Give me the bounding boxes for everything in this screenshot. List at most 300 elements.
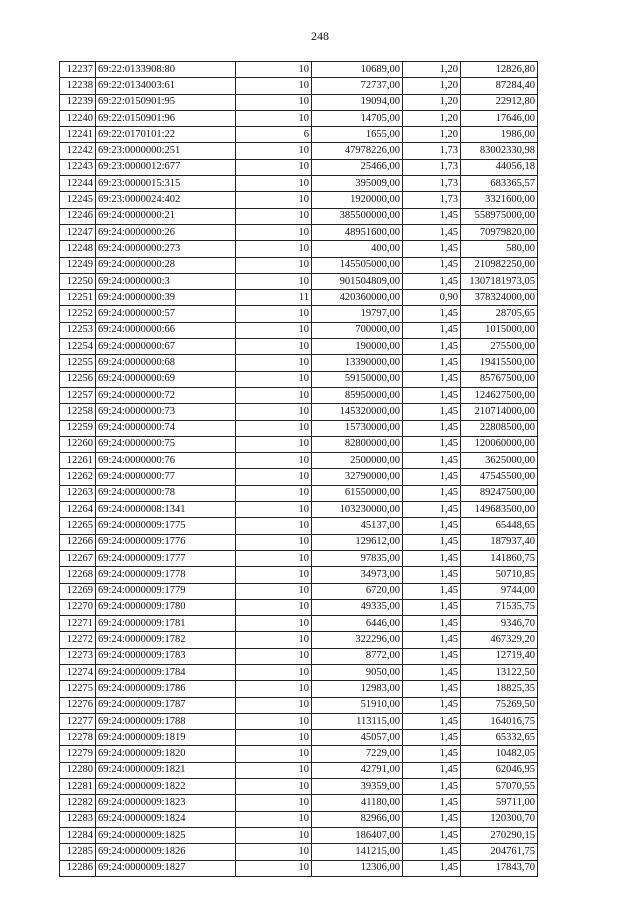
- coefficient-cell: 1,45: [403, 485, 461, 501]
- row-number-cell: 12254: [60, 339, 96, 355]
- row-number-cell: 12286: [60, 860, 96, 876]
- cadastral-number-cell: 69:24:0000000:74: [96, 420, 236, 436]
- cadastral-number-cell: 69:22:0170101:22: [96, 127, 236, 143]
- row-number-cell: 12276: [60, 697, 96, 713]
- cadastral-value-cell: 700000,00: [312, 322, 403, 338]
- row-number-cell: 12277: [60, 713, 96, 729]
- row-number-cell: 12273: [60, 648, 96, 664]
- coefficient-cell: 1,45: [403, 827, 461, 843]
- cadastral-value-cell: 901504809,00: [312, 273, 403, 289]
- coefficient-cell: 1,45: [403, 208, 461, 224]
- cadastral-number-cell: 69:24:0000009:1788: [96, 713, 236, 729]
- cadastral-number-cell: 69:23:0000015:315: [96, 176, 236, 192]
- cadastral-value-cell: 141215,00: [312, 844, 403, 860]
- cadastral-number-cell: 69:24:0000009:1783: [96, 648, 236, 664]
- table-row: [60, 632, 538, 648]
- total-cell: 9744,00: [461, 583, 538, 599]
- page-number: 248: [311, 29, 329, 43]
- count-cell: 10: [236, 404, 312, 420]
- table-row: [60, 339, 538, 355]
- table-row: [60, 62, 538, 78]
- count-cell: 10: [236, 518, 312, 534]
- cadastral-number-cell: 69:24:0000009:1826: [96, 844, 236, 860]
- row-number-cell: 12284: [60, 827, 96, 843]
- table-row: [60, 664, 538, 680]
- coefficient-cell: 1,45: [403, 713, 461, 729]
- total-cell: 57070,55: [461, 779, 538, 795]
- cadastral-number-cell: 69:24:0000009:1827: [96, 860, 236, 876]
- table-row: [60, 453, 538, 469]
- row-number-cell: 12249: [60, 257, 96, 273]
- count-cell: 10: [236, 844, 312, 860]
- count-cell: 10: [236, 664, 312, 680]
- row-number-cell: 12268: [60, 567, 96, 583]
- cadastral-number-cell: 69:22:0134003:61: [96, 78, 236, 94]
- row-number-cell: 12255: [60, 355, 96, 371]
- cadastral-number-cell: 69:24:0000000:67: [96, 339, 236, 355]
- table-row: [60, 94, 538, 110]
- coefficient-cell: 1,45: [403, 599, 461, 615]
- table-row: [60, 697, 538, 713]
- total-cell: 164016,75: [461, 713, 538, 729]
- coefficient-cell: 1,45: [403, 567, 461, 583]
- total-cell: 210982250,00: [461, 257, 538, 273]
- total-cell: 3625000,00: [461, 453, 538, 469]
- count-cell: 10: [236, 159, 312, 175]
- cadastral-value-cell: 82800000,00: [312, 436, 403, 452]
- cadastral-number-cell: 69:24:0000009:1821: [96, 762, 236, 778]
- cadastral-number-cell: 69:24:0000009:1824: [96, 811, 236, 827]
- row-number-cell: 12238: [60, 78, 96, 94]
- count-cell: 10: [236, 681, 312, 697]
- total-cell: 22808500,00: [461, 420, 538, 436]
- row-number-cell: 12283: [60, 811, 96, 827]
- row-number-cell: 12241: [60, 127, 96, 143]
- cadastral-value-cell: 129612,00: [312, 534, 403, 550]
- table-row: [60, 502, 538, 518]
- table-row: [60, 550, 538, 566]
- row-number-cell: 12252: [60, 306, 96, 322]
- count-cell: 10: [236, 713, 312, 729]
- count-cell: 10: [236, 762, 312, 778]
- coefficient-cell: 1,45: [403, 257, 461, 273]
- total-cell: 12719,40: [461, 648, 538, 664]
- cadastral-number-cell: 69:24:0000009:1825: [96, 827, 236, 843]
- coefficient-cell: 1,45: [403, 681, 461, 697]
- coefficient-cell: 1,45: [403, 583, 461, 599]
- table-row: [60, 811, 538, 827]
- count-cell: 10: [236, 485, 312, 501]
- coefficient-cell: 1,45: [403, 387, 461, 403]
- count-cell: 10: [236, 322, 312, 338]
- total-cell: 558975000,00: [461, 208, 538, 224]
- cadastral-number-cell: 69:22:0150901:95: [96, 94, 236, 110]
- total-cell: 65448,65: [461, 518, 538, 534]
- coefficient-cell: 1,45: [403, 534, 461, 550]
- cadastral-number-cell: 69:24:0000009:1786: [96, 681, 236, 697]
- total-cell: 1307181973,05: [461, 273, 538, 289]
- cadastral-value-cell: 13390000,00: [312, 355, 403, 371]
- count-cell: 10: [236, 78, 312, 94]
- cadastral-number-cell: 69:24:0000000:78: [96, 485, 236, 501]
- table-row: [60, 159, 538, 175]
- coefficient-cell: 1,45: [403, 502, 461, 518]
- cadastral-number-cell: 69:24:0000009:1820: [96, 746, 236, 762]
- cadastral-number-cell: 69:24:0000000:72: [96, 387, 236, 403]
- cadastral-value-cell: 395009,00: [312, 176, 403, 192]
- coefficient-cell: 1,73: [403, 143, 461, 159]
- total-cell: 28705,65: [461, 306, 538, 322]
- coefficient-cell: 1,20: [403, 62, 461, 78]
- table-row: [60, 469, 538, 485]
- table-row: [60, 355, 538, 371]
- count-cell: 10: [236, 453, 312, 469]
- count-cell: 10: [236, 779, 312, 795]
- total-cell: 378324000,00: [461, 290, 538, 306]
- cadastral-number-cell: 69:24:0000009:1776: [96, 534, 236, 550]
- total-cell: 149683500,00: [461, 502, 538, 518]
- cadastral-number-cell: 69:24:0000009:1778: [96, 567, 236, 583]
- total-cell: 13122,50: [461, 664, 538, 680]
- cadastral-number-cell: 69:24:0000000:26: [96, 224, 236, 240]
- cadastral-value-cell: 385500000,00: [312, 208, 403, 224]
- total-cell: 204761,75: [461, 844, 538, 860]
- count-cell: 10: [236, 339, 312, 355]
- count-cell: 10: [236, 436, 312, 452]
- table-row: [60, 583, 538, 599]
- row-number-cell: 12267: [60, 550, 96, 566]
- coefficient-cell: 1,45: [403, 518, 461, 534]
- count-cell: 10: [236, 62, 312, 78]
- count-cell: 10: [236, 583, 312, 599]
- coefficient-cell: 1,45: [403, 697, 461, 713]
- cadastral-value-cell: 1920000,00: [312, 192, 403, 208]
- cadastral-value-cell: 10689,00: [312, 62, 403, 78]
- row-number-cell: 12253: [60, 322, 96, 338]
- cadastral-number-cell: 69:24:0000000:77: [96, 469, 236, 485]
- coefficient-cell: 1,45: [403, 779, 461, 795]
- table-row: [60, 534, 538, 550]
- count-cell: 10: [236, 192, 312, 208]
- total-cell: 12826,80: [461, 62, 538, 78]
- count-cell: 10: [236, 534, 312, 550]
- cadastral-value-cell: 113115,00: [312, 713, 403, 729]
- coefficient-cell: 1,45: [403, 224, 461, 240]
- count-cell: 10: [236, 599, 312, 615]
- table-row: [60, 273, 538, 289]
- cadastral-number-cell: 69:24:0000009:1779: [96, 583, 236, 599]
- row-number-cell: 12245: [60, 192, 96, 208]
- cadastral-value-cell: 186407,00: [312, 827, 403, 843]
- table-row: [60, 762, 538, 778]
- cadastral-number-cell: 69:24:0000000:66: [96, 322, 236, 338]
- coefficient-cell: 1,45: [403, 355, 461, 371]
- table-row: [60, 127, 538, 143]
- table-row: [60, 730, 538, 746]
- total-cell: 17646,00: [461, 110, 538, 126]
- total-cell: 18825,35: [461, 681, 538, 697]
- cadastral-value-cell: 12983,00: [312, 681, 403, 697]
- cadastral-value-cell: 400,00: [312, 241, 403, 257]
- cadastral-value-cell: 34973,00: [312, 567, 403, 583]
- coefficient-cell: 1,45: [403, 273, 461, 289]
- table-row: [60, 322, 538, 338]
- count-cell: 10: [236, 469, 312, 485]
- table-row: [60, 371, 538, 387]
- cadastral-number-cell: 69:24:0000009:1777: [96, 550, 236, 566]
- row-number-cell: 12285: [60, 844, 96, 860]
- table-row: [60, 485, 538, 501]
- count-cell: 10: [236, 632, 312, 648]
- cadastral-value-cell: 1655,00: [312, 127, 403, 143]
- cadastral-number-cell: 69:24:0000009:1784: [96, 664, 236, 680]
- table-row: [60, 518, 538, 534]
- table-row: [60, 827, 538, 843]
- table-row: [60, 844, 538, 860]
- total-cell: 1986,00: [461, 127, 538, 143]
- table-row: [60, 143, 538, 159]
- coefficient-cell: 1,45: [403, 322, 461, 338]
- cadastral-value-cell: 32790000,00: [312, 469, 403, 485]
- table-row: [60, 387, 538, 403]
- coefficient-cell: 1,45: [403, 632, 461, 648]
- row-number-cell: 12263: [60, 485, 96, 501]
- count-cell: 10: [236, 420, 312, 436]
- cadastral-value-cell: 82966,00: [312, 811, 403, 827]
- row-number-cell: 12237: [60, 62, 96, 78]
- count-cell: 10: [236, 811, 312, 827]
- coefficient-cell: 1,20: [403, 78, 461, 94]
- cadastral-value-cell: 420360000,00: [312, 290, 403, 306]
- table-row: [60, 567, 538, 583]
- table-row: [60, 224, 538, 240]
- total-cell: 120300,70: [461, 811, 538, 827]
- cadastral-number-cell: 69:24:0000000:73: [96, 404, 236, 420]
- total-cell: 83002330,98: [461, 143, 538, 159]
- coefficient-cell: 1,45: [403, 664, 461, 680]
- cadastral-number-cell: 69:24:0000000:57: [96, 306, 236, 322]
- row-number-cell: 12244: [60, 176, 96, 192]
- coefficient-cell: 1,45: [403, 550, 461, 566]
- total-cell: 124627500,00: [461, 387, 538, 403]
- cadastral-number-cell: 69:22:0133908:80: [96, 62, 236, 78]
- coefficient-cell: 1,45: [403, 469, 461, 485]
- cadastral-value-cell: 72737,00: [312, 78, 403, 94]
- count-cell: 10: [236, 860, 312, 876]
- cadastral-number-cell: 69:24:0000009:1781: [96, 616, 236, 632]
- cadastral-value-cell: 49335,00: [312, 599, 403, 615]
- total-cell: 580,00: [461, 241, 538, 257]
- table-row: [60, 208, 538, 224]
- cadastral-value-cell: 19094,00: [312, 94, 403, 110]
- count-cell: 10: [236, 550, 312, 566]
- total-cell: 65332,65: [461, 730, 538, 746]
- cadastral-number-cell: 69:22:0150901:96: [96, 110, 236, 126]
- row-number-cell: 12272: [60, 632, 96, 648]
- total-cell: 50710,85: [461, 567, 538, 583]
- row-number-cell: 12270: [60, 599, 96, 615]
- coefficient-cell: 1,45: [403, 420, 461, 436]
- cadastral-number-cell: 69:24:0000008:1341: [96, 502, 236, 518]
- cadastral-number-cell: 69:24:0000000:75: [96, 436, 236, 452]
- total-cell: 683365,57: [461, 176, 538, 192]
- table-row: [60, 681, 538, 697]
- table-row: [60, 257, 538, 273]
- table-row: [60, 176, 538, 192]
- total-cell: 1015000,00: [461, 322, 538, 338]
- cadastral-number-cell: 69:24:0000009:1823: [96, 795, 236, 811]
- table-row: [60, 795, 538, 811]
- coefficient-cell: 1,45: [403, 844, 461, 860]
- row-number-cell: 12271: [60, 616, 96, 632]
- cadastral-value-cell: 14705,00: [312, 110, 403, 126]
- table-row: [60, 713, 538, 729]
- coefficient-cell: 1,20: [403, 110, 461, 126]
- cadastral-value-cell: 47978226,00: [312, 143, 403, 159]
- table-row: [60, 420, 538, 436]
- total-cell: 17843,70: [461, 860, 538, 876]
- total-cell: 120060000,00: [461, 436, 538, 452]
- total-cell: 270290,15: [461, 827, 538, 843]
- coefficient-cell: 1,45: [403, 371, 461, 387]
- coefficient-cell: 1,45: [403, 730, 461, 746]
- row-number-cell: 12247: [60, 224, 96, 240]
- cadastral-value-cell: 145320000,00: [312, 404, 403, 420]
- cadastral-value-cell: 6446,00: [312, 616, 403, 632]
- total-cell: 89247500,00: [461, 485, 538, 501]
- cadastral-value-cell: 45057,00: [312, 730, 403, 746]
- row-number-cell: 12259: [60, 420, 96, 436]
- count-cell: 10: [236, 827, 312, 843]
- cadastral-value-cell: 59150000,00: [312, 371, 403, 387]
- coefficient-cell: 1,45: [403, 616, 461, 632]
- table-row: [60, 648, 538, 664]
- count-cell: 6: [236, 127, 312, 143]
- cadastral-value-cell: 51910,00: [312, 697, 403, 713]
- row-number-cell: 12275: [60, 681, 96, 697]
- row-number-cell: 12282: [60, 795, 96, 811]
- coefficient-cell: 1,45: [403, 436, 461, 452]
- cadastral-value-cell: 19797,00: [312, 306, 403, 322]
- cadastral-number-cell: 69:24:0000009:1782: [96, 632, 236, 648]
- table-row: [60, 306, 538, 322]
- row-number-cell: 12251: [60, 290, 96, 306]
- coefficient-cell: 1,73: [403, 176, 461, 192]
- cadastral-number-cell: 69:24:0000009:1787: [96, 697, 236, 713]
- table-row: [60, 779, 538, 795]
- coefficient-cell: 1,45: [403, 339, 461, 355]
- row-number-cell: 12239: [60, 94, 96, 110]
- total-cell: 3321600,00: [461, 192, 538, 208]
- total-cell: 467329,20: [461, 632, 538, 648]
- table-row: [60, 860, 538, 876]
- table-row: [60, 404, 538, 420]
- coefficient-cell: 1,45: [403, 241, 461, 257]
- cadastral-value-cell: 6720,00: [312, 583, 403, 599]
- cadastral-number-cell: 69:24:0000009:1819: [96, 730, 236, 746]
- total-cell: 59711,00: [461, 795, 538, 811]
- count-cell: 10: [236, 387, 312, 403]
- count-cell: 10: [236, 224, 312, 240]
- table-row: [60, 436, 538, 452]
- cadastral-value-cell: 12306,00: [312, 860, 403, 876]
- cadastral-value-cell: 61550000,00: [312, 485, 403, 501]
- coefficient-cell: 1,45: [403, 762, 461, 778]
- row-number-cell: 12265: [60, 518, 96, 534]
- count-cell: 10: [236, 371, 312, 387]
- cadastral-value-cell: 8772,00: [312, 648, 403, 664]
- coefficient-cell: 0,90: [403, 290, 461, 306]
- count-cell: 10: [236, 176, 312, 192]
- row-number-cell: 12280: [60, 762, 96, 778]
- table-row: [60, 241, 538, 257]
- row-number-cell: 12248: [60, 241, 96, 257]
- row-number-cell: 12274: [60, 664, 96, 680]
- registry-table: [59, 61, 538, 877]
- row-number-cell: 12261: [60, 453, 96, 469]
- coefficient-cell: 1,73: [403, 192, 461, 208]
- row-number-cell: 12266: [60, 534, 96, 550]
- total-cell: 71535,75: [461, 599, 538, 615]
- total-cell: 9346,70: [461, 616, 538, 632]
- count-cell: 10: [236, 795, 312, 811]
- total-cell: 87284,40: [461, 78, 538, 94]
- count-cell: 10: [236, 567, 312, 583]
- cadastral-number-cell: 69:24:0000000:28: [96, 257, 236, 273]
- count-cell: 10: [236, 616, 312, 632]
- total-cell: 85767500,00: [461, 371, 538, 387]
- cadastral-value-cell: 45137,00: [312, 518, 403, 534]
- cadastral-number-cell: 69:23:0000000:251: [96, 143, 236, 159]
- cadastral-number-cell: 69:24:0000009:1775: [96, 518, 236, 534]
- row-number-cell: 12242: [60, 143, 96, 159]
- count-cell: 11: [236, 290, 312, 306]
- registry-table-body: [60, 62, 538, 877]
- row-number-cell: 12258: [60, 404, 96, 420]
- cadastral-value-cell: 103230000,00: [312, 502, 403, 518]
- count-cell: 10: [236, 746, 312, 762]
- coefficient-cell: 1,45: [403, 453, 461, 469]
- cadastral-number-cell: 69:23:0000012:677: [96, 159, 236, 175]
- cadastral-number-cell: 69:24:0000000:76: [96, 453, 236, 469]
- coefficient-cell: 1,73: [403, 159, 461, 175]
- row-number-cell: 12240: [60, 110, 96, 126]
- cadastral-value-cell: 41180,00: [312, 795, 403, 811]
- row-number-cell: 12260: [60, 436, 96, 452]
- total-cell: 70979820,00: [461, 224, 538, 240]
- cadastral-value-cell: 322296,00: [312, 632, 403, 648]
- table-row: [60, 78, 538, 94]
- cadastral-value-cell: 190000,00: [312, 339, 403, 355]
- table-row: [60, 746, 538, 762]
- coefficient-cell: 1,45: [403, 811, 461, 827]
- count-cell: 10: [236, 273, 312, 289]
- row-number-cell: 12256: [60, 371, 96, 387]
- total-cell: 10482,05: [461, 746, 538, 762]
- cadastral-value-cell: 39359,00: [312, 779, 403, 795]
- cadastral-number-cell: 69:24:0000000:68: [96, 355, 236, 371]
- coefficient-cell: 1,20: [403, 127, 461, 143]
- coefficient-cell: 1,45: [403, 404, 461, 420]
- row-number-cell: 12264: [60, 502, 96, 518]
- cadastral-value-cell: 7229,00: [312, 746, 403, 762]
- count-cell: 10: [236, 355, 312, 371]
- count-cell: 10: [236, 257, 312, 273]
- cadastral-value-cell: 42791,00: [312, 762, 403, 778]
- count-cell: 10: [236, 502, 312, 518]
- coefficient-cell: 1,45: [403, 746, 461, 762]
- coefficient-cell: 1,45: [403, 648, 461, 664]
